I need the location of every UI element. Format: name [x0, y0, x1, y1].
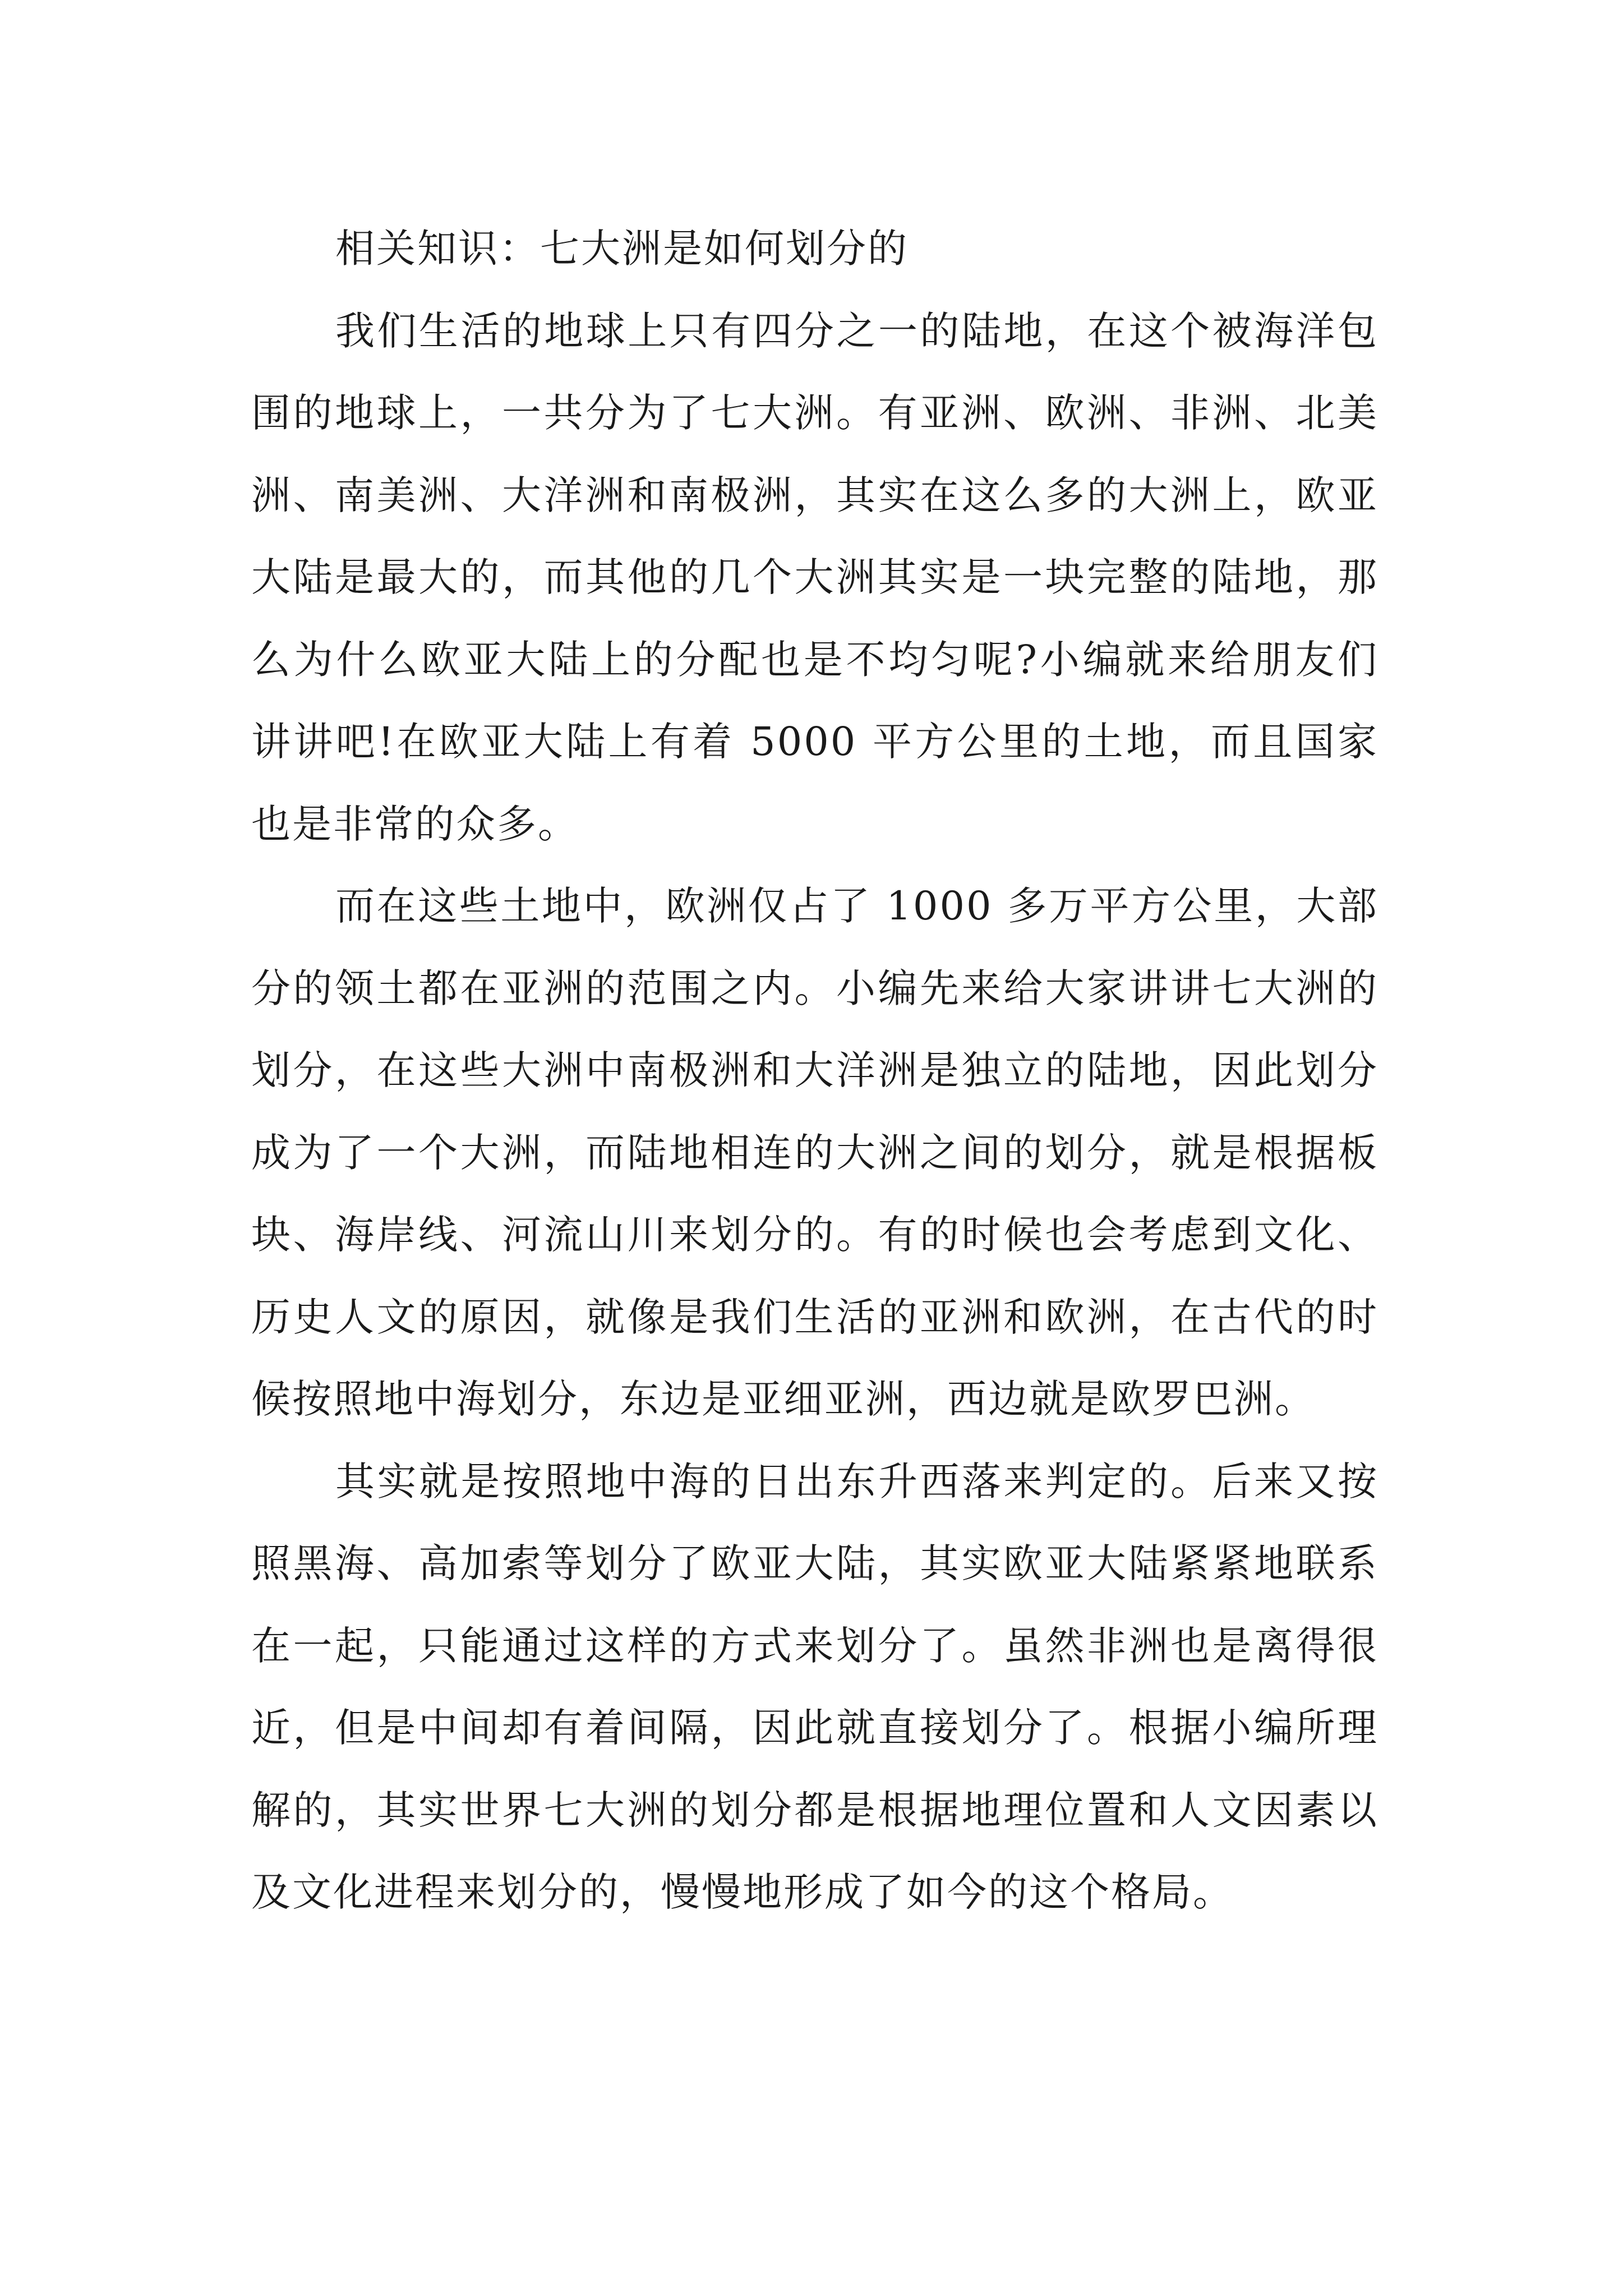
- paragraph-3: 其实就是按照地中海的日出东升西落来判定的。后来又按照黑海、高加索等划分了欧亚大陆，其实欧亚大陆紧紧地联系在一起，只能通过这样的方式来划分了。虽然非洲也是离得很近，但是中间却有着间隔，因此就直接划分了。根据小编所理解的，其实世界七大洲的划分都是根据地理位置和人文因素以及文化进程来划分的，慢慢地形成了如今的这个格局。: [251, 1458, 1378, 1915]
- paragraph-2: 而在这些土地中，欧洲仅占了 1000 多万平方公里，大部分的领土都在亚洲的范围之内。小编先来给大家讲讲七大洲的划分，在这些大洲中南极洲和大洋洲是独立的陆地，因此划分成为了一个大洲，而陆地相连的大洲之间的划分，就是根据板块、海岸线、河流山川来划分的。有的时候也会考虑到文化、历史人文的原因，就像是我们生活的亚洲和欧洲，在古代的时候按照地中海划分，东边是亚细亚洲，西边就是欧罗巴洲。: [251, 883, 1378, 1422]
- document-body: [251, 208, 1378, 1934]
- paragraph-1: 我们生活的地球上只有四分之一的陆地，在这个被海洋包围的地球上，一共分为了七大洲。有亚洲、欧洲、非洲、北美洲、南美洲、大洋洲和南极洲，其实在这么多的大洲上，欧亚大陆是最大的，而其他的几个大洲其实是一块完整的陆地，那么为什么欧亚大陆上的分配也是不均匀呢?小编就来给朋友们讲讲吧!在欧亚大陆上有着 5000 平方公里的土地，而且国家也是非常的众多。: [251, 307, 1378, 847]
- document-heading: 相关知识：七大洲是如何划分的: [335, 226, 909, 272]
